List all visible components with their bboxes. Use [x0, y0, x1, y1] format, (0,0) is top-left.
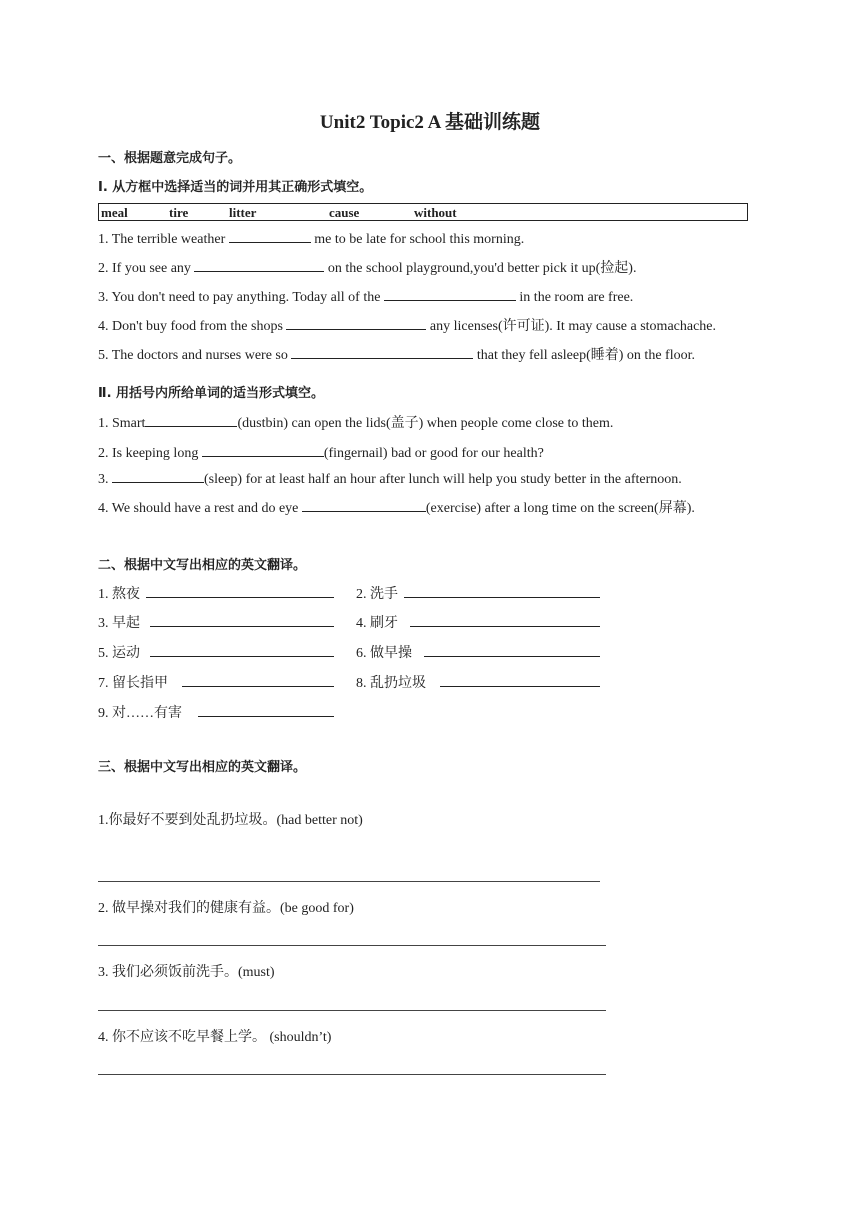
question-text: 4. We should have a rest and do eye [98, 501, 302, 516]
section3-heading: 三、根据中文写出相应的英文翻译。 [98, 760, 307, 775]
answer-blank[interactable] [182, 672, 334, 687]
answer-blank[interactable] [150, 612, 334, 627]
translation-prompt: 6. 做早操 [356, 646, 412, 661]
answer-blank[interactable] [202, 442, 324, 457]
translation-prompt: 3. 早起 [98, 616, 140, 631]
word-option: cause [329, 205, 360, 220]
answer-blank[interactable] [424, 642, 600, 657]
answer-line[interactable] [98, 1074, 606, 1075]
answer-blank[interactable] [229, 228, 311, 243]
question-text: any licenses(许可证). It may cause a stomachache. [426, 319, 717, 334]
question-text: 5. The doctors and nurses were so [98, 348, 292, 363]
section2-heading: 二、根据中文写出相应的英文翻译。 [98, 558, 307, 573]
answer-blank[interactable] [145, 412, 237, 427]
question-text: 1. The terrible weather [98, 232, 229, 247]
part2-heading: Ⅱ. 用括号内所给单词的适当形式填空。 [98, 386, 325, 401]
question-text: 2. Is keeping long [98, 446, 202, 461]
answer-blank[interactable] [112, 468, 204, 483]
translation-prompt: 7. 留长指甲 [98, 676, 168, 691]
answer-line[interactable] [98, 945, 606, 946]
answer-blank[interactable] [404, 583, 600, 598]
word-option: litter [229, 205, 257, 220]
answer-blank[interactable] [146, 583, 334, 598]
question-text: in the room are free. [515, 290, 634, 305]
question-text: on the school playground,you'd better pick it up(捡起). [324, 261, 637, 276]
answer-line[interactable] [98, 1010, 606, 1011]
word-option: without [414, 205, 457, 220]
question-text: (sleep) for at least half an hour after lunch will help you study better in the afternoon. [204, 472, 682, 487]
answer-blank[interactable] [410, 612, 600, 627]
translation-item [98, 612, 140, 632]
word-option: tire [169, 205, 189, 220]
answer-blank[interactable] [150, 642, 334, 657]
section1-heading: 一、根据题意完成句子。 [98, 151, 242, 166]
translation-prompt: 1. 熬夜 [98, 587, 140, 602]
question-text: 3. [98, 472, 112, 487]
question-item [98, 412, 613, 432]
question-text: me to be late for school this morning. [310, 232, 525, 247]
answer-blank[interactable] [384, 286, 516, 301]
question-item [98, 442, 544, 462]
answer-blank[interactable] [194, 257, 324, 272]
translation-prompt: 4. 刷牙 [356, 616, 398, 631]
question-text: 1. Smart [98, 416, 146, 431]
translation-item [98, 702, 182, 722]
question-text: that they fell asleep(睡着) on the floor. [473, 348, 695, 363]
question-text: 3. You don't need to pay anything. Today all of the [98, 290, 384, 305]
question-text: (fingernail) bad or good for our health? [323, 446, 544, 461]
answer-blank[interactable] [440, 672, 600, 687]
translation-item [98, 642, 140, 662]
word-option: meal [101, 205, 128, 220]
question-item [98, 228, 524, 248]
question-item [98, 286, 633, 306]
translation-item [356, 672, 426, 692]
answer-blank[interactable] [286, 315, 426, 330]
translation-item [356, 642, 412, 662]
question-text: (exercise) after a long time on the screen(屏幕). [425, 501, 695, 516]
question-item [98, 468, 682, 488]
answer-blank[interactable] [291, 344, 473, 359]
sentence-prompt: 3. 我们必须饭前洗手。(must) [98, 965, 275, 980]
answer-line[interactable] [98, 881, 600, 882]
translation-item [356, 612, 398, 632]
sentence-prompt: 1.你最好不要到处乱扔垃圾。(had better not) [98, 813, 363, 828]
question-item [98, 344, 695, 364]
question-text: (dustbin) can open the lids(盖子) when people come close to them. [237, 416, 614, 431]
question-text: 4. Don't buy food from the shops [98, 319, 287, 334]
translation-item [98, 672, 168, 692]
word-box [98, 203, 748, 221]
translation-prompt: 5. 运动 [98, 646, 140, 661]
part1-heading: Ⅰ. 从方框中选择适当的词并用其正确形式填空。 [98, 180, 373, 195]
page-title: Unit2 Topic2 A 基础训练题 [319, 112, 541, 133]
translation-item [98, 583, 140, 603]
sentence-prompt: 2. 做早操对我们的健康有益。(be good for) [98, 901, 354, 916]
translation-prompt: 2. 洗手 [356, 587, 398, 602]
answer-blank[interactable] [198, 702, 334, 717]
translation-item [356, 583, 398, 603]
translation-prompt: 9. 对……有害 [98, 706, 182, 721]
question-item [98, 257, 636, 277]
sentence-prompt: 4. 你不应该不吃早餐上学。 (shouldn’t) [98, 1030, 332, 1045]
question-item [98, 497, 695, 517]
translation-prompt: 8. 乱扔垃圾 [356, 676, 426, 691]
question-item [98, 315, 716, 335]
question-text: 2. If you see any [98, 261, 195, 276]
answer-blank[interactable] [302, 497, 426, 512]
